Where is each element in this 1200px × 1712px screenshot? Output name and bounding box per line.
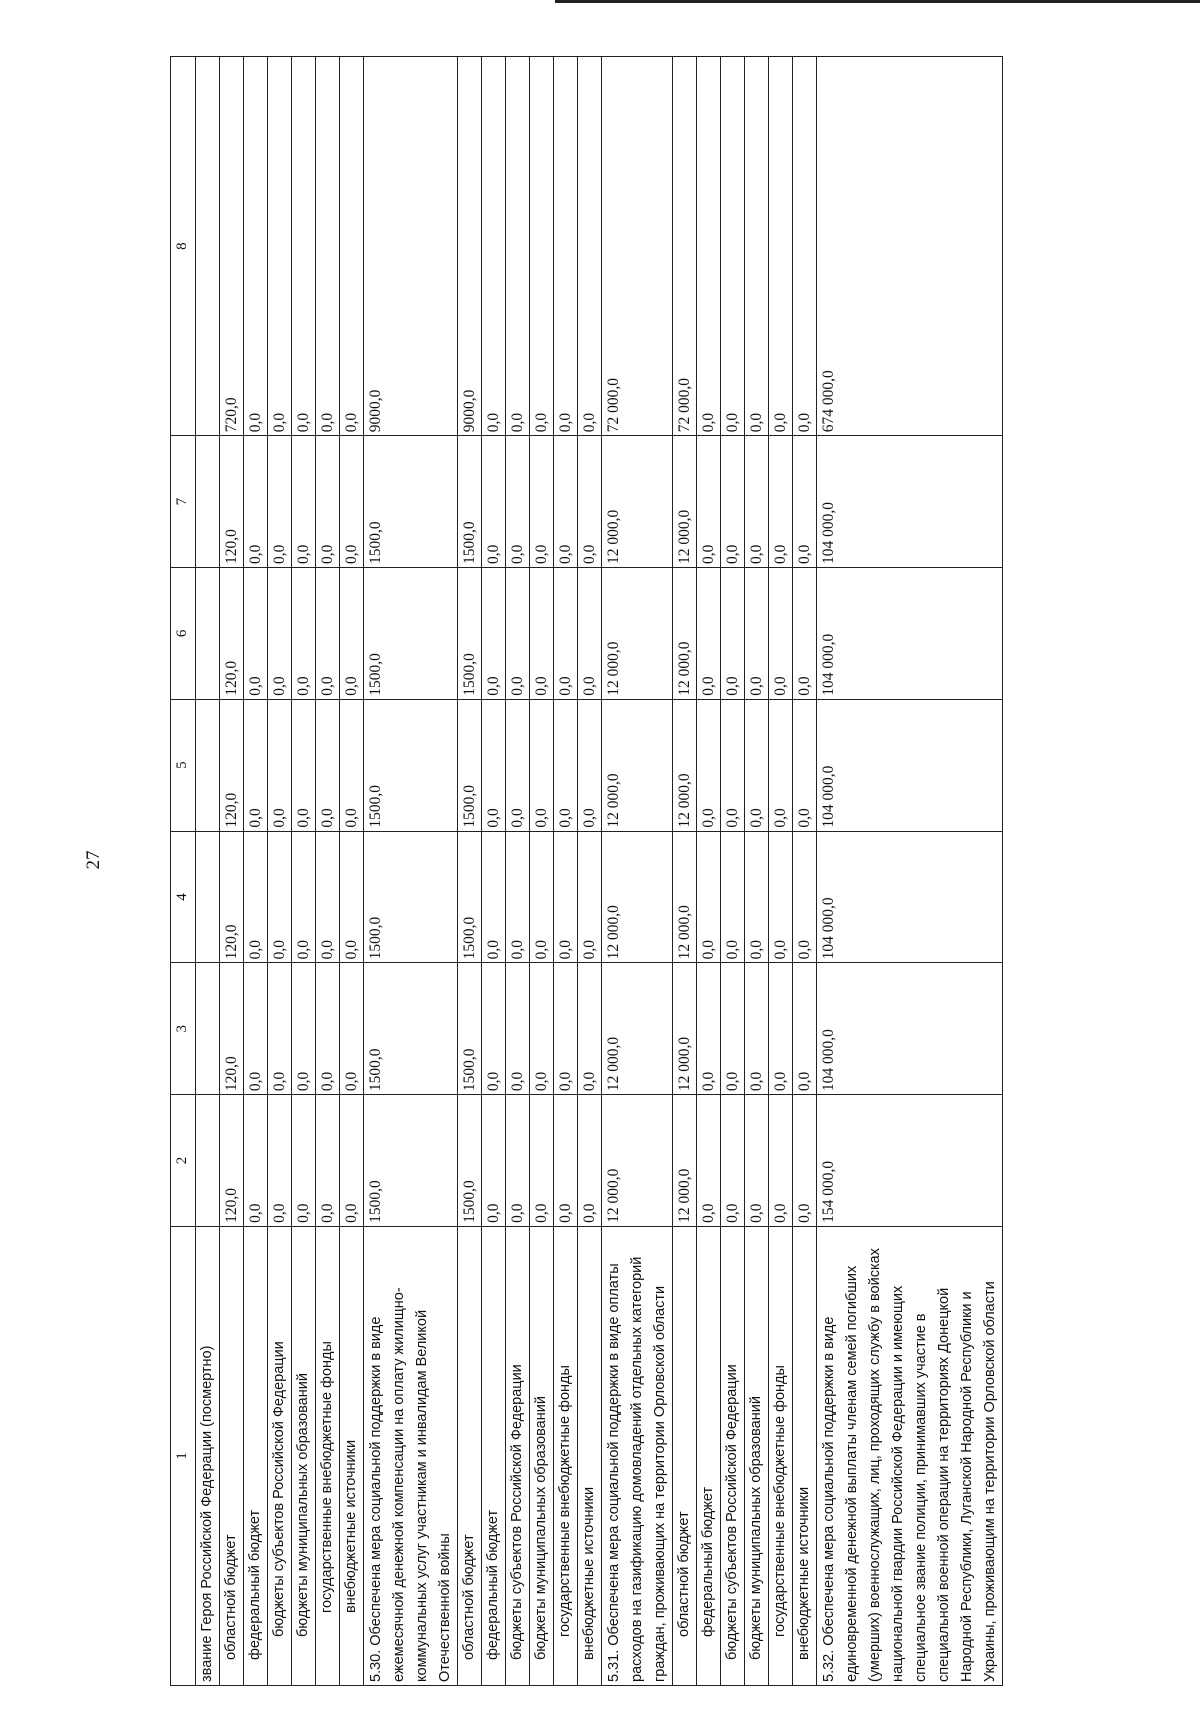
value-cell: 1500,0 [458, 831, 482, 963]
value-cell: 674 000,0 [817, 57, 1003, 436]
value-cell: 0,0 [506, 568, 530, 700]
value-cell: 120,0 [220, 963, 244, 1095]
value-cell: 0,0 [530, 57, 554, 436]
value-cell: 104 000,0 [817, 963, 1003, 1095]
value-cell: 120,0 [220, 568, 244, 700]
row-label: бюджеты муниципальных образований [530, 1226, 554, 1685]
value-cell: 0,0 [292, 699, 316, 831]
value-cell: 0,0 [769, 57, 793, 436]
value-cell: 0,0 [769, 436, 793, 568]
value-cell: 0,0 [268, 1095, 292, 1227]
column-header: 5 [171, 699, 196, 831]
value-cell: 0,0 [793, 831, 817, 963]
table-row [793, 57, 817, 1686]
table-row [196, 57, 220, 1686]
value-cell: 0,0 [578, 568, 602, 700]
table-row [482, 57, 506, 1686]
value-cell: 0,0 [697, 699, 721, 831]
value-cell: 0,0 [316, 568, 340, 700]
value-cell: 0,0 [745, 963, 769, 1095]
value-cell: 0,0 [292, 436, 316, 568]
table-row [506, 57, 530, 1686]
column-header: 4 [171, 831, 196, 963]
value-cell [196, 699, 220, 831]
value-cell: 0,0 [340, 568, 364, 700]
row-label: внебюджетные источники [340, 1226, 364, 1685]
row-label: федеральный бюджет [697, 1226, 721, 1685]
value-cell: 0,0 [721, 699, 745, 831]
column-header: 6 [171, 568, 196, 700]
value-cell: 0,0 [316, 699, 340, 831]
value-cell: 104 000,0 [817, 436, 1003, 568]
value-cell: 0,0 [745, 436, 769, 568]
row-label: внебюджетные источники [793, 1226, 817, 1685]
value-cell: 0,0 [482, 436, 506, 568]
row-label: звание Героя Российской Федерации (посмертно) [196, 1226, 220, 1685]
value-cell: 0,0 [554, 963, 578, 1095]
value-cell: 0,0 [793, 568, 817, 700]
value-cell: 0,0 [316, 57, 340, 436]
value-cell: 0,0 [482, 963, 506, 1095]
value-cell: 0,0 [530, 568, 554, 700]
row-label: внебюджетные источники [578, 1226, 602, 1685]
value-cell: 12 000,0 [673, 831, 697, 963]
header-row [171, 57, 196, 1686]
value-cell: 0,0 [316, 1095, 340, 1227]
value-cell: 0,0 [697, 831, 721, 963]
row-label: государственные внебюджетные фонды [554, 1226, 578, 1685]
value-cell: 0,0 [530, 1095, 554, 1227]
value-cell: 0,0 [340, 1095, 364, 1227]
value-cell: 0,0 [506, 963, 530, 1095]
row-label: федеральный бюджет [482, 1226, 506, 1685]
table-row [530, 57, 554, 1686]
value-cell: 0,0 [554, 1095, 578, 1227]
budget-table [170, 56, 1003, 1686]
value-cell: 0,0 [482, 568, 506, 700]
value-cell: 0,0 [244, 831, 268, 963]
table-row [292, 57, 316, 1686]
table-row [745, 57, 769, 1686]
value-cell: 0,0 [793, 963, 817, 1095]
value-cell: 120,0 [220, 699, 244, 831]
value-cell: 0,0 [578, 963, 602, 1095]
row-label: 5.30. Обеспечена мера социальной поддержки в виде ежемесячной денежной компенсации на оплату жилищно-коммунальных услуг участникам и инвалидам Великой Отечественной войны [364, 1226, 458, 1685]
value-cell: 0,0 [482, 57, 506, 436]
value-cell: 0,0 [268, 699, 292, 831]
value-cell: 72 000,0 [673, 57, 697, 436]
value-cell: 12 000,0 [602, 699, 673, 831]
measure-row [817, 57, 1003, 1686]
value-cell: 1500,0 [458, 963, 482, 1095]
table-row [458, 57, 482, 1686]
value-cell: 1500,0 [364, 568, 458, 700]
value-cell: 104 000,0 [817, 831, 1003, 963]
value-cell: 0,0 [506, 831, 530, 963]
value-cell: 0,0 [721, 831, 745, 963]
value-cell: 0,0 [793, 1095, 817, 1227]
value-cell: 1500,0 [364, 436, 458, 568]
value-cell: 12 000,0 [673, 963, 697, 1095]
value-cell: 0,0 [292, 568, 316, 700]
value-cell: 0,0 [769, 699, 793, 831]
value-cell: 12 000,0 [602, 568, 673, 700]
table-row [578, 57, 602, 1686]
value-cell: 0,0 [769, 1095, 793, 1227]
value-cell: 0,0 [340, 436, 364, 568]
value-cell: 0,0 [697, 436, 721, 568]
table-row [340, 57, 364, 1686]
value-cell: 104 000,0 [817, 568, 1003, 700]
top-edge-rule [555, 0, 1200, 3]
value-cell: 0,0 [721, 1095, 745, 1227]
row-label: областной бюджет [458, 1226, 482, 1685]
value-cell: 0,0 [697, 568, 721, 700]
value-cell: 0,0 [554, 436, 578, 568]
value-cell [196, 436, 220, 568]
value-cell: 0,0 [721, 436, 745, 568]
row-label: государственные внебюджетные фонды [316, 1226, 340, 1685]
value-cell [196, 57, 220, 436]
row-label: бюджеты муниципальных образований [292, 1226, 316, 1685]
value-cell: 154 000,0 [817, 1095, 1003, 1227]
value-cell: 0,0 [244, 963, 268, 1095]
value-cell: 0,0 [721, 963, 745, 1095]
value-cell: 0,0 [554, 831, 578, 963]
value-cell: 0,0 [268, 831, 292, 963]
value-cell: 1500,0 [458, 568, 482, 700]
value-cell: 0,0 [721, 568, 745, 700]
table-row [244, 57, 268, 1686]
column-header: 2 [171, 1095, 196, 1227]
row-label: бюджеты субъектов Российской Федерации [721, 1226, 745, 1685]
value-cell: 72 000,0 [602, 57, 673, 436]
rotated-table-container [170, 56, 1080, 1686]
measure-row [602, 57, 673, 1686]
value-cell: 0,0 [745, 57, 769, 436]
column-header: 7 [171, 436, 196, 568]
column-header: 3 [171, 963, 196, 1095]
value-cell: 0,0 [697, 1095, 721, 1227]
row-label: бюджеты субъектов Российской Федерации [268, 1226, 292, 1685]
value-cell: 9000,0 [364, 57, 458, 436]
value-cell: 0,0 [340, 963, 364, 1095]
value-cell: 0,0 [769, 963, 793, 1095]
row-label: государственные внебюджетные фонды [769, 1226, 793, 1685]
value-cell [196, 1095, 220, 1227]
value-cell: 12 000,0 [673, 1095, 697, 1227]
value-cell: 120,0 [220, 1095, 244, 1227]
value-cell: 12 000,0 [602, 831, 673, 963]
column-header: 8 [171, 57, 196, 436]
value-cell: 120,0 [220, 436, 244, 568]
value-cell: 0,0 [769, 568, 793, 700]
value-cell: 0,0 [244, 1095, 268, 1227]
value-cell: 0,0 [244, 436, 268, 568]
row-label: бюджеты субъектов Российской Федерации [506, 1226, 530, 1685]
value-cell: 120,0 [220, 831, 244, 963]
value-cell: 0,0 [554, 568, 578, 700]
value-cell: 0,0 [745, 1095, 769, 1227]
value-cell: 0,0 [316, 831, 340, 963]
value-cell: 0,0 [244, 57, 268, 436]
row-label: 5.31. Обеспечена мера социальной поддержки в виде оплаты расходов на газификацию домовладений отдельных категорий граждан, проживающих на территории Орловской области [602, 1226, 673, 1685]
value-cell: 0,0 [554, 57, 578, 436]
table-row [220, 57, 244, 1686]
value-cell: 0,0 [506, 1095, 530, 1227]
value-cell: 0,0 [244, 699, 268, 831]
page-number: 27 [83, 850, 104, 870]
value-cell: 0,0 [578, 436, 602, 568]
value-cell: 0,0 [697, 57, 721, 436]
value-cell: 0,0 [292, 57, 316, 436]
value-cell: 0,0 [316, 963, 340, 1095]
table-row [769, 57, 793, 1686]
value-cell: 1500,0 [458, 436, 482, 568]
row-label: федеральный бюджет [244, 1226, 268, 1685]
value-cell: 0,0 [292, 831, 316, 963]
table-row [721, 57, 745, 1686]
value-cell: 1500,0 [458, 699, 482, 831]
value-cell: 0,0 [793, 699, 817, 831]
value-cell: 12 000,0 [602, 1095, 673, 1227]
value-cell: 0,0 [554, 699, 578, 831]
value-cell: 0,0 [578, 699, 602, 831]
value-cell: 0,0 [292, 963, 316, 1095]
value-cell: 0,0 [268, 436, 292, 568]
table-row [316, 57, 340, 1686]
value-cell: 1500,0 [364, 831, 458, 963]
value-cell: 1500,0 [458, 1095, 482, 1227]
value-cell: 0,0 [506, 57, 530, 436]
value-cell: 0,0 [578, 57, 602, 436]
value-cell: 0,0 [482, 831, 506, 963]
row-label: областной бюджет [673, 1226, 697, 1685]
value-cell: 0,0 [244, 568, 268, 700]
table-row [554, 57, 578, 1686]
value-cell [196, 963, 220, 1095]
value-cell: 0,0 [268, 963, 292, 1095]
table-body [196, 57, 1003, 1686]
value-cell: 1500,0 [364, 963, 458, 1095]
value-cell: 0,0 [340, 57, 364, 436]
value-cell: 0,0 [793, 436, 817, 568]
value-cell: 0,0 [482, 699, 506, 831]
value-cell: 1500,0 [364, 699, 458, 831]
value-cell: 0,0 [340, 831, 364, 963]
value-cell: 720,0 [220, 57, 244, 436]
value-cell: 0,0 [745, 831, 769, 963]
value-cell: 0,0 [721, 57, 745, 436]
value-cell: 0,0 [697, 963, 721, 1095]
value-cell: 9000,0 [458, 57, 482, 436]
value-cell: 0,0 [745, 699, 769, 831]
table-row [673, 57, 697, 1686]
measure-row [364, 57, 458, 1686]
row-label: областной бюджет [220, 1226, 244, 1685]
value-cell: 0,0 [340, 699, 364, 831]
value-cell: 0,0 [530, 831, 554, 963]
value-cell: 0,0 [292, 1095, 316, 1227]
value-cell: 0,0 [578, 831, 602, 963]
value-cell [196, 831, 220, 963]
row-label: 5.32. Обеспечена мера социальной поддержки в виде единовременной денежной выплаты членам семей погибших (умерших) военнослужащих, лиц, проходящих службу в войсках национальной гвардии Российской Федерации и имеющих специальное звание полиции, принимавших участие в специальной военной операции на территориях Донецкой Народной Республики, Луганской Народной Республики и Украины, проживающим на территории Орловской области [817, 1226, 1003, 1685]
table-row [697, 57, 721, 1686]
value-cell: 0,0 [745, 568, 769, 700]
value-cell: 0,0 [530, 963, 554, 1095]
value-cell: 0,0 [578, 1095, 602, 1227]
value-cell: 12 000,0 [602, 963, 673, 1095]
value-cell: 0,0 [268, 57, 292, 436]
value-cell: 0,0 [769, 831, 793, 963]
value-cell: 12 000,0 [673, 699, 697, 831]
row-label: бюджеты муниципальных образований [745, 1226, 769, 1685]
value-cell: 0,0 [482, 1095, 506, 1227]
value-cell: 104 000,0 [817, 699, 1003, 831]
value-cell: 0,0 [793, 57, 817, 436]
value-cell: 0,0 [530, 699, 554, 831]
value-cell: 0,0 [316, 436, 340, 568]
value-cell: 0,0 [506, 436, 530, 568]
column-header: 1 [171, 1226, 196, 1685]
value-cell: 0,0 [268, 568, 292, 700]
value-cell: 0,0 [506, 699, 530, 831]
table-row [268, 57, 292, 1686]
value-cell: 12 000,0 [673, 568, 697, 700]
value-cell: 12 000,0 [602, 436, 673, 568]
value-cell: 12 000,0 [673, 436, 697, 568]
value-cell [196, 568, 220, 700]
value-cell: 1500,0 [364, 1095, 458, 1227]
value-cell: 0,0 [530, 436, 554, 568]
